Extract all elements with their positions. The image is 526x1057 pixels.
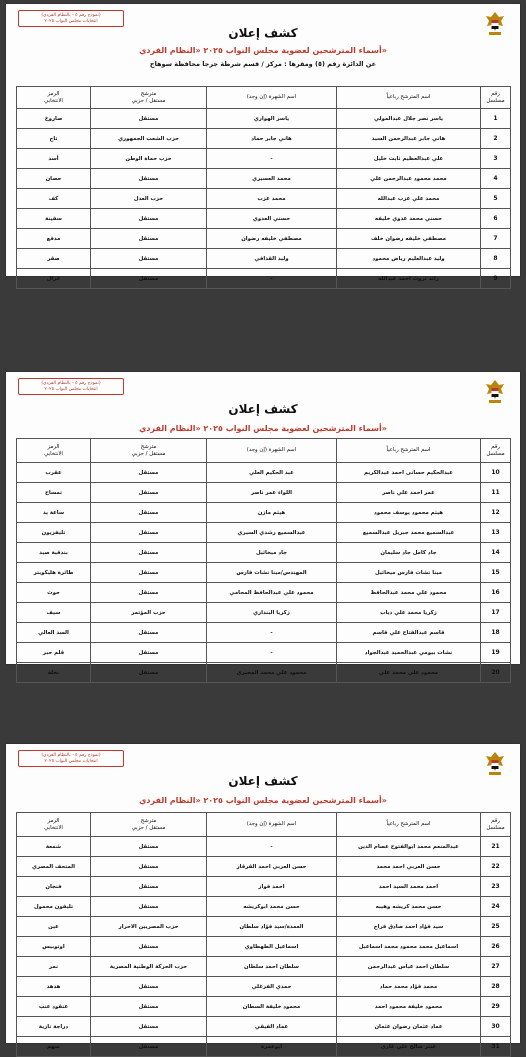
header-name: اسم المترشح رباعياً	[337, 87, 481, 109]
cell-candidate-name: محمد محمود عبدالرحمن علي	[337, 169, 481, 189]
cell-election-symbol: تاج	[17, 129, 91, 149]
cell-fame-name: محمود علي عبدالحافظ المحامي	[207, 583, 337, 603]
cell-candidate-type: مستقل	[91, 1017, 207, 1037]
cell-num: 5	[481, 189, 511, 209]
cell-election-symbol: السد العالي	[17, 623, 91, 643]
cell-candidate-name: مصطفي خليفه رضوان خلف	[337, 229, 481, 249]
document-page-3	[6, 744, 520, 1050]
cell-election-symbol: اوتوبيس	[17, 937, 91, 957]
cell-fame-name: ابوعمرة	[207, 1037, 337, 1057]
cell-candidate-name: عبدالحكيم حسانى احمد عبدالكريم	[337, 463, 481, 483]
table-row	[17, 503, 511, 523]
cell-num: 27	[481, 957, 511, 977]
table-row	[17, 463, 511, 483]
cell-candidate-name: رائد ثروت احمد عبدالله	[337, 269, 481, 289]
cell-num: 21	[481, 837, 511, 857]
table-row	[17, 1017, 511, 1037]
cell-candidate-type: حزب الحركة الوطنية المصرية	[91, 957, 207, 977]
cell-num: 18	[481, 623, 511, 643]
header-fame: اسم الشهرة (إن وجد)	[207, 813, 337, 837]
cell-election-symbol: شمعة	[17, 837, 91, 857]
table-row	[17, 1037, 511, 1057]
cell-candidate-type: مستقل	[91, 269, 207, 289]
document-page-2	[6, 372, 520, 676]
table-row	[17, 129, 511, 149]
cell-election-symbol: هدهد	[17, 977, 91, 997]
cell-candidate-name: مينا نشات فارس ميخائيل	[337, 563, 481, 583]
cell-fame-name: عماد الفيقي	[207, 1017, 337, 1037]
table-row	[17, 623, 511, 643]
cell-candidate-type: مستقل	[91, 877, 207, 897]
cell-candidate-type: مستقل	[91, 623, 207, 643]
cell-candidate-name: عبدالسميع محمد جبريل عبدالسميع	[337, 523, 481, 543]
cell-fame-name: حسن العربي احمد القرقار	[207, 857, 337, 877]
cell-election-symbol: عقرب	[17, 463, 91, 483]
cell-candidate-type: حزب المؤتمر	[91, 603, 207, 623]
table-row	[17, 249, 511, 269]
cell-candidate-type: مستقل	[91, 463, 207, 483]
cell-num: 30	[481, 1017, 511, 1037]
cell-candidate-name: حسن محمد كريشه وهيبه	[337, 897, 481, 917]
cell-candidate-name: ياسر نصر جلال عبدالمولي	[337, 109, 481, 129]
cell-fame-name: اللواء عمر ناصر	[207, 483, 337, 503]
cell-fame-name: زكريا البنداري	[207, 603, 337, 623]
form-label-box	[18, 378, 124, 395]
candidates-table	[16, 86, 511, 289]
cell-election-symbol: نمر	[17, 957, 91, 977]
cell-candidate-type: حزب الشعب الجمهوري	[91, 129, 207, 149]
cell-election-symbol: مدفع	[17, 229, 91, 249]
cell-fame-name: هيثم مازن	[207, 503, 337, 523]
header-type: مترشح مستقل / حزبي	[91, 87, 207, 109]
cell-election-symbol: ساعة يد	[17, 503, 91, 523]
cell-num: 10	[481, 463, 511, 483]
cell-election-symbol: تمساح	[17, 483, 91, 503]
cell-candidate-name: نشات بيومي عبدالحميد عبدالجواد	[337, 643, 481, 663]
cell-candidate-type: مستقل	[91, 1037, 207, 1057]
cell-candidate-type: مستقل	[91, 643, 207, 663]
form-label-line2: انتخابات مجلس النواب ٢٠٢٥	[44, 18, 98, 24]
cell-fame-name: محمود علي محمد المجيري	[207, 663, 337, 683]
cell-num: 31	[481, 1037, 511, 1057]
cell-candidate-type: مستقل	[91, 857, 207, 877]
cell-candidate-type: مستقل	[91, 109, 207, 129]
cell-candidate-type: حزب حماة الوطن	[91, 149, 207, 169]
table-row	[17, 603, 511, 623]
cell-election-symbol: دراجة نارية	[17, 1017, 91, 1037]
cell-election-symbol: المتحف المصري	[17, 857, 91, 877]
cell-candidate-name: احمد محمد السيد احمد	[337, 877, 481, 897]
cell-candidate-type: مستقل	[91, 229, 207, 249]
cell-election-symbol: نخلة	[17, 663, 91, 683]
cell-election-symbol: بندقية صيد	[17, 543, 91, 563]
table-row	[17, 877, 511, 897]
cell-election-symbol: سهم	[17, 1037, 91, 1057]
header-fame: اسم الشهرة (إن وجد)	[207, 439, 337, 463]
cell-candidate-type: مستقل	[91, 837, 207, 857]
cell-election-symbol: تليفزيون	[17, 523, 91, 543]
cell-election-symbol: صقر	[17, 249, 91, 269]
table-row	[17, 917, 511, 937]
table-row	[17, 209, 511, 229]
cell-election-symbol: فنجان	[17, 877, 91, 897]
cell-candidate-type: مستقل	[91, 169, 207, 189]
table-row	[17, 149, 511, 169]
cell-candidate-name: محمد فؤاد محمد حماد	[337, 977, 481, 997]
cell-candidate-name: سلطان احمد عباس عبدالرحمن	[337, 957, 481, 977]
cell-num: 8	[481, 249, 511, 269]
cell-num: 1	[481, 109, 511, 129]
cell-num: 26	[481, 937, 511, 957]
cell-fame-name: العمدة/سيد فؤاد سلطان	[207, 917, 337, 937]
cell-candidate-name: علي عبدالعظيم ثابت خليل	[337, 149, 481, 169]
cell-fame-name: -	[207, 149, 337, 169]
cell-candidate-type: مستقل	[91, 483, 207, 503]
document-page-1	[6, 4, 520, 282]
cell-candidate-type: حزب المصريين الاحرار	[91, 917, 207, 937]
cell-fame-name: -	[207, 623, 337, 643]
cell-fame-name: وليد القذافي	[207, 249, 337, 269]
cell-election-symbol: أسد	[17, 149, 91, 169]
cell-candidate-type: مستقل	[91, 583, 207, 603]
cell-fame-name: حمدي الفرغلي	[207, 977, 337, 997]
cell-candidate-name: محمود خليفة محمود احمد	[337, 997, 481, 1017]
cell-candidate-name: محمد علي عزب عبدالله	[337, 189, 481, 209]
table-row	[17, 937, 511, 957]
cell-num: 19	[481, 643, 511, 663]
cell-num: 7	[481, 229, 511, 249]
candidates-table	[16, 438, 511, 683]
cell-fame-name: احمد فواز	[207, 877, 337, 897]
cell-fame-name: -	[207, 837, 337, 857]
cell-election-symbol: غزال	[17, 269, 91, 289]
page-title: كشف إعلان	[228, 402, 298, 416]
cell-fame-name: -	[207, 269, 337, 289]
header-name: اسم المترشح رباعياً	[337, 813, 481, 837]
cell-candidate-type: حزب العدل	[91, 189, 207, 209]
form-label-line2: انتخابات مجلس النواب ٢٠٢٥	[44, 386, 98, 392]
cell-num: 29	[481, 997, 511, 1017]
district-line: عن الدائرة رقم (٥) ومقرها : مركز / قسم شرطة جرجا محافظة سوهاج	[149, 60, 377, 68]
cell-num: 24	[481, 897, 511, 917]
cell-candidate-name: حسني محمد عدوي خليفه	[337, 209, 481, 229]
cell-num: 12	[481, 503, 511, 523]
header-num: رقم مسلسل	[481, 439, 511, 463]
table-row	[17, 643, 511, 663]
table-row	[17, 543, 511, 563]
cell-fame-name: مصطفي خليفه رضوان	[207, 229, 337, 249]
cell-fame-name: سلطان احمد سلطان	[207, 957, 337, 977]
cell-num: 14	[481, 543, 511, 563]
page-title: كشف إعلان	[228, 26, 298, 40]
cell-election-symbol: عين	[17, 917, 91, 937]
cell-candidate-type: مستقل	[91, 937, 207, 957]
cell-election-symbol: صاروخ	[17, 109, 91, 129]
page-subtitle: أسماء المترشحين لعضوية مجلس النواب ٢٠٢٥ «النظام الفردي»	[139, 46, 387, 55]
page-title: كشف إعلان	[228, 774, 298, 788]
header-symbol: الرمز الانتخابي	[17, 813, 91, 837]
cell-candidate-type: مستقل	[91, 249, 207, 269]
cell-num: 3	[481, 149, 511, 169]
form-label-line1: (نموذج رقم ٥ - بالنظام الفردي)	[41, 380, 101, 386]
page-subtitle: أسماء المترشحين لعضوية مجلس النواب ٢٠٢٥ «النظام الفردي»	[139, 424, 387, 433]
cell-candidate-type: مستقل	[91, 997, 207, 1017]
cell-fame-name: عبدالسميع رشدي السيري	[207, 523, 337, 543]
table-row	[17, 977, 511, 997]
cell-candidate-name: محمود علي محمد عبدالحافظ	[337, 583, 481, 603]
table-row	[17, 189, 511, 209]
cell-fame-name: محمود خليفة السطان	[207, 997, 337, 1017]
cell-election-symbol: تليفون محمول	[17, 897, 91, 917]
cell-num: 16	[481, 583, 511, 603]
cell-candidate-type: مستقل	[91, 897, 207, 917]
cell-fame-name: هاني جابر حماد	[207, 129, 337, 149]
cell-candidate-name: هاني جابر عبدالرحمن السيد	[337, 129, 481, 149]
cell-num: 22	[481, 857, 511, 877]
table-row	[17, 523, 511, 543]
table-row	[17, 583, 511, 603]
table-row	[17, 997, 511, 1017]
cell-candidate-name: محمود علي محمد علي	[337, 663, 481, 683]
cell-candidate-type: مستقل	[91, 663, 207, 683]
cell-fame-name: محمد العسيري	[207, 169, 337, 189]
cell-candidate-name: قاسم عبدالفتاح علي قاسم	[337, 623, 481, 643]
cell-num: 6	[481, 209, 511, 229]
cell-num: 4	[481, 169, 511, 189]
header-symbol: الرمز الانتخابي	[17, 439, 91, 463]
form-label-box	[18, 750, 124, 767]
header-type: مترشح مستقل / حزبي	[91, 439, 207, 463]
cell-candidate-type: مستقل	[91, 523, 207, 543]
cell-fame-name: المهندس/مينا نشات فارس	[207, 563, 337, 583]
table-row	[17, 483, 511, 503]
candidates-table	[16, 812, 511, 1057]
cell-election-symbol: طائرة هليكوبتر	[17, 563, 91, 583]
cell-candidate-type: مستقل	[91, 209, 207, 229]
cell-num: 2	[481, 129, 511, 149]
cell-num: 20	[481, 663, 511, 683]
form-label-line1: (نموذج رقم ٥ - بالنظام الفردي)	[41, 12, 101, 18]
table-row	[17, 563, 511, 583]
header-num: رقم مسلسل	[481, 87, 511, 109]
cell-candidate-name: زكريا محمد علي ذياب	[337, 603, 481, 623]
cell-fame-name: حسني العدوي	[207, 209, 337, 229]
header-fame: اسم الشهرة (إن وجد)	[207, 87, 337, 109]
cell-num: 9	[481, 269, 511, 289]
table-row	[17, 663, 511, 683]
cell-candidate-name: عماد عثمان رضوان عثمان	[337, 1017, 481, 1037]
cell-candidate-name: هيثم محمود يوسف محمود	[337, 503, 481, 523]
cell-num: 23	[481, 877, 511, 897]
header-symbol: الرمز الانتخابي	[17, 87, 91, 109]
cell-num: 11	[481, 483, 511, 503]
cell-candidate-name: حسن العربي احمد محمد	[337, 857, 481, 877]
cell-candidate-name: اسماعيل محمد محمود محمد اسماعيل	[337, 937, 481, 957]
page-subtitle: أسماء المترشحين لعضوية مجلس النواب ٢٠٢٥ «النظام الفردي»	[139, 796, 387, 805]
table-row	[17, 837, 511, 857]
table-row	[17, 269, 511, 289]
cell-num: 25	[481, 917, 511, 937]
cell-candidate-name: سيد فؤاد احمد صادق فراج	[337, 917, 481, 937]
cell-candidate-name: عنتر صالح علي غازي	[337, 1037, 481, 1057]
cell-candidate-name: عبدالمنعم محمد ابوالفتوح عصام الدين	[337, 837, 481, 857]
cell-num: 17	[481, 603, 511, 623]
cell-num: 13	[481, 523, 511, 543]
cell-num: 28	[481, 977, 511, 997]
form-label-line2: انتخابات مجلس النواب ٢٠٢٥	[44, 758, 98, 764]
cell-candidate-name: عمر احمد علي ناصر	[337, 483, 481, 503]
cell-fame-name: محمد عزب	[207, 189, 337, 209]
cell-fame-name: -	[207, 643, 337, 663]
cell-fame-name: حسن محمد ابوكريشه	[207, 897, 337, 917]
cell-election-symbol: سفينة	[17, 209, 91, 229]
cell-election-symbol: قلم حبر	[17, 643, 91, 663]
cell-candidate-type: مستقل	[91, 977, 207, 997]
form-label-box	[18, 10, 124, 27]
cell-candidate-name: وليد عبدالعليم رياض محمود	[337, 249, 481, 269]
form-label-line1: (نموذج رقم ٥ - بالنظام الفردي)	[41, 752, 101, 758]
cell-candidate-name: جاد كامل جاد سليمان	[337, 543, 481, 563]
cell-candidate-type: مستقل	[91, 563, 207, 583]
table-row	[17, 897, 511, 917]
cell-election-symbol: حوت	[17, 583, 91, 603]
cell-election-symbol: عنقود عنب	[17, 997, 91, 1017]
cell-fame-name: ياسر الهواري	[207, 109, 337, 129]
cell-candidate-type: مستقل	[91, 503, 207, 523]
cell-fame-name: جاد ميخائيل	[207, 543, 337, 563]
header-type: مترشح مستقل / حزبي	[91, 813, 207, 837]
table-row	[17, 229, 511, 249]
table-row	[17, 169, 511, 189]
table-row	[17, 857, 511, 877]
header-name: اسم المترشح رباعياً	[337, 439, 481, 463]
cell-election-symbol: حصان	[17, 169, 91, 189]
cell-fame-name: اسماعيل الطهطاوي	[207, 937, 337, 957]
cell-fame-name: عبد الحكيم العلي	[207, 463, 337, 483]
cell-num: 15	[481, 563, 511, 583]
header-num: رقم مسلسل	[481, 813, 511, 837]
cell-election-symbol: كف	[17, 189, 91, 209]
cell-candidate-type: مستقل	[91, 543, 207, 563]
table-row	[17, 957, 511, 977]
table-row	[17, 109, 511, 129]
cell-election-symbol: سيف	[17, 603, 91, 623]
